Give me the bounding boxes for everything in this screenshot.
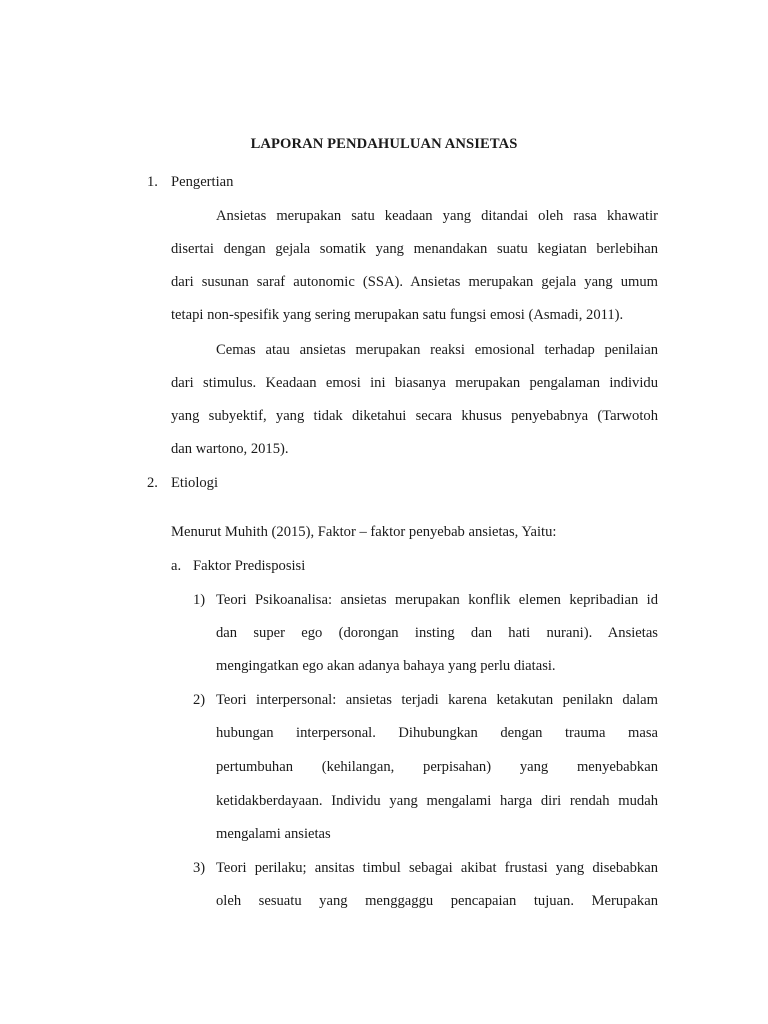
subsection-label: Faktor Predisposisi <box>193 558 306 574</box>
paragraph-line: dan wartono, 2015). <box>171 441 289 457</box>
paragraph-line: disertai dengan gejala somatik yang menandakan suatu kegiatan berlebihan <box>171 241 658 257</box>
paragraph-line: yang subyektif, yang tidak diketahui secara khusus penyebabnya (Tarwotoh <box>171 408 658 424</box>
section-number: 2. <box>147 475 158 491</box>
document-title: LAPORAN PENDAHULUAN ANSIETAS <box>250 136 518 152</box>
list-item-line: Teori interpersonal: ansietas terjadi karena ketakutan penilakn dalam <box>216 692 658 708</box>
list-item-line: ketidakberdayaan. Individu yang mengalami harga diri rendah mudah <box>216 793 658 809</box>
list-item-line: Teori perilaku; ansitas timbul sebagai akibat frustasi yang disebabkan <box>216 860 658 876</box>
paragraph-line: Cemas atau ansietas merupakan reaksi emosional terhadap penilaian <box>216 342 658 358</box>
list-item-line: hubungan interpersonal. Dihubungkan dengan trauma masa <box>216 725 658 741</box>
etiologi-intro: Menurut Muhith (2015), Faktor – faktor penyebab ansietas, Yaitu: <box>171 524 557 540</box>
list-item-line: mengingatkan ego akan adanya bahaya yang perlu diatasi. <box>216 658 556 674</box>
list-marker: 3) <box>193 860 206 876</box>
paragraph-line: Ansietas merupakan satu keadaan yang ditandai oleh rasa khawatir <box>216 208 658 224</box>
list-marker: 1) <box>193 592 206 608</box>
subsection-marker: a. <box>171 558 182 574</box>
paragraph-line: tetapi non-spesifik yang sering merupakan satu fungsi emosi (Asmadi, 2011). <box>171 307 624 323</box>
section-heading: Pengertian <box>171 174 234 190</box>
list-item-line: pertumbuhan (kehilangan, perpisahan) yang menyebabkan <box>216 759 658 775</box>
list-marker: 2) <box>193 692 206 708</box>
section-heading: Etiologi <box>171 475 219 491</box>
list-item-line: mengalami ansietas <box>216 826 331 842</box>
list-item-line: dan super ego (dorongan insting dan hati nurani). Ansietas <box>216 625 658 641</box>
list-item-line: oleh sesuatu yang menggaggu pencapaian tujuan. Merupakan <box>216 893 658 909</box>
list-item-line: Teori Psikoanalisa: ansietas merupakan konflik elemen kepribadian id <box>216 592 658 608</box>
paragraph-line: dari stimulus. Keadaan emosi ini biasanya merupakan pengalaman individu <box>171 375 658 391</box>
paragraph-line: dari susunan saraf autonomic (SSA). Ansietas merupakan gejala yang umum <box>171 274 658 290</box>
section-number: 1. <box>147 174 158 190</box>
